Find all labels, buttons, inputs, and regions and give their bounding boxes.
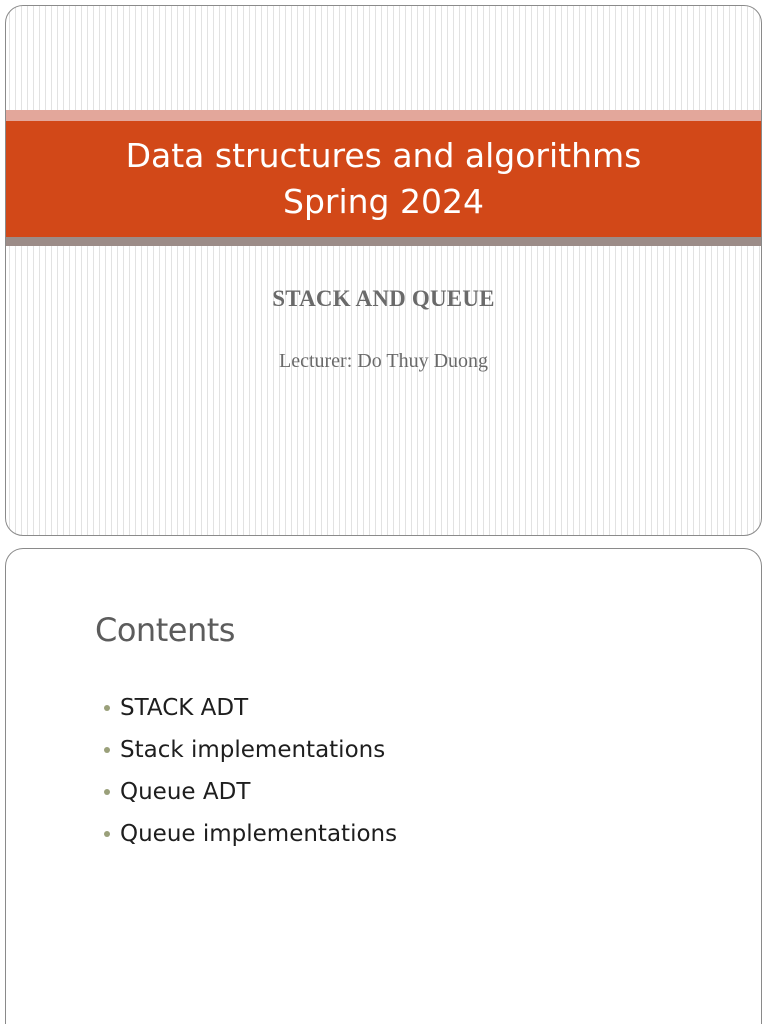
title-band	[6, 121, 761, 237]
contents-list	[104, 687, 397, 855]
bullet-icon	[104, 831, 110, 837]
list-item-text: Stack implementations	[120, 737, 386, 763]
title-bottom-accent-bar	[6, 237, 761, 246]
lecture-topic: STACK AND QUEUE	[272, 286, 495, 311]
lecturer-name: Lecturer: Do Thuy Duong	[278, 350, 489, 372]
bullet-icon	[104, 705, 110, 711]
course-term: Spring 2024	[283, 182, 484, 221]
list-item-text: Queue implementations	[120, 821, 398, 847]
course-title: Data structures and algorithms	[125, 136, 642, 175]
list-item-text: STACK ADT	[120, 695, 249, 721]
title-top-accent-bar	[6, 110, 761, 121]
list-item	[104, 687, 397, 729]
title-slide	[5, 5, 762, 536]
list-item	[104, 813, 397, 855]
contents-heading: Contents	[95, 611, 235, 649]
bullet-icon	[104, 789, 110, 795]
bullet-icon	[104, 747, 110, 753]
list-item	[104, 729, 397, 771]
contents-slide	[5, 548, 762, 1024]
list-item	[104, 771, 397, 813]
list-item-text: Queue ADT	[120, 779, 251, 805]
